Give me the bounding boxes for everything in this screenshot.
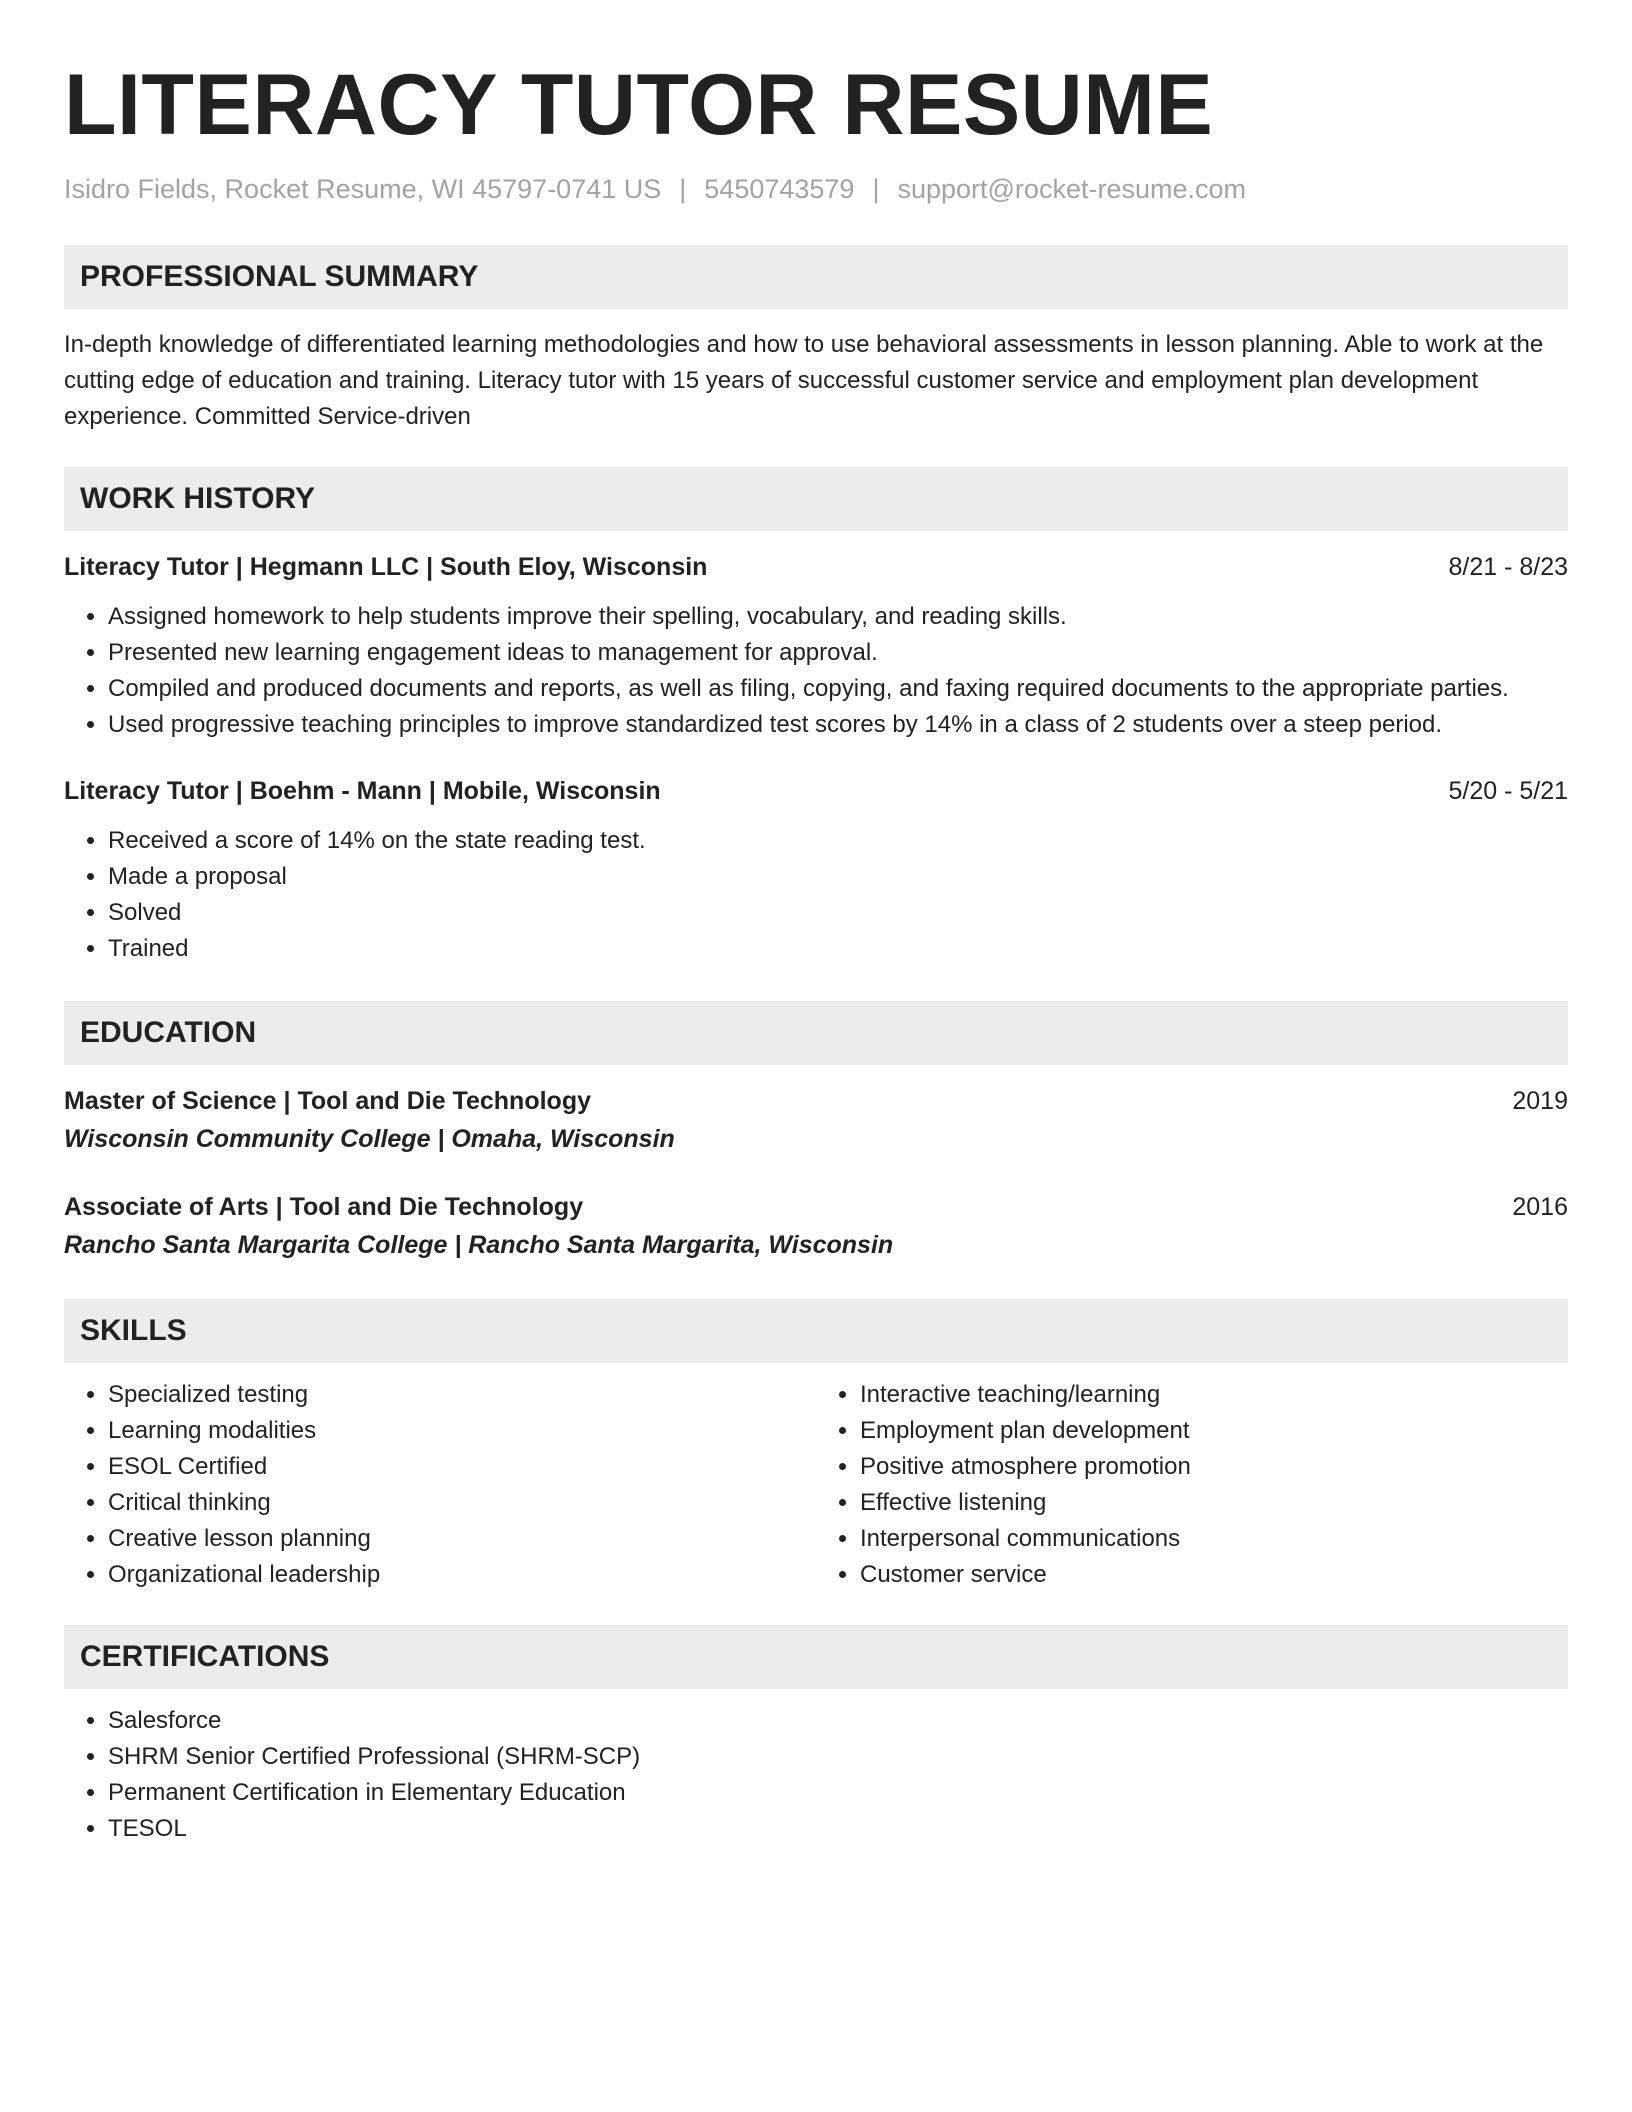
certification-item: • SHRM Senior Certified Professional (SHRM-SCP) xyxy=(108,1739,1568,1775)
section-heading-summary: PROFESSIONAL SUMMARY xyxy=(64,245,1568,309)
skill-item: • Positive atmosphere promotion xyxy=(860,1449,1568,1485)
job-bullet: • Made a proposal xyxy=(108,859,1568,895)
section-heading-certifications: CERTIFICATIONS xyxy=(64,1625,1568,1689)
job-header xyxy=(64,549,1568,585)
contact-separator: | xyxy=(872,174,880,204)
education-degree: Master of Science | Tool and Die Technology xyxy=(64,1087,591,1115)
education-header xyxy=(64,1083,1568,1119)
skills-list-left xyxy=(64,1377,816,1593)
job-entry xyxy=(64,549,1568,743)
contact-email: support@rocket-resume.com xyxy=(897,174,1246,204)
skill-item: • Learning modalities xyxy=(108,1413,816,1449)
contact-phone: 5450743579 xyxy=(704,174,855,204)
job-dates: 5/20 - 5/21 xyxy=(1448,777,1568,805)
contact-line xyxy=(64,174,1568,205)
job-bullet: • Assigned homework to help students improve their spelling, vocabulary, and reading skills. xyxy=(108,599,1568,635)
education-degree: Associate of Arts | Tool and Die Technology xyxy=(64,1193,584,1221)
summary-text: In-depth knowledge of differentiated learning methodologies and how to use behavioral assessments in lesson planning. Able to work at the cutting edge of education and training. Literacy tutor with 15 years of successful customer service and employment plan development experience. Committed Service-driven xyxy=(64,331,1544,430)
education-entry xyxy=(64,1083,1568,1159)
education-school: Wisconsin Community College | Omaha, Wisconsin xyxy=(64,1125,675,1153)
job-bullet: • Trained xyxy=(108,931,1568,967)
education-entry xyxy=(64,1189,1568,1265)
job-header xyxy=(64,773,1568,809)
job-bullets xyxy=(64,599,1568,743)
job-bullet: • Solved xyxy=(108,895,1568,931)
certifications-list xyxy=(64,1703,1568,1847)
skill-item: • Critical thinking xyxy=(108,1485,816,1521)
education-year: 2019 xyxy=(1512,1087,1568,1115)
job-title: Literacy Tutor | Boehm - Mann | Mobile, Wisconsin xyxy=(64,777,661,805)
skills-list-right xyxy=(816,1377,1568,1593)
job-bullets xyxy=(64,823,1568,967)
skill-item: • Customer service xyxy=(860,1557,1568,1593)
job-title: Literacy Tutor | Hegmann LLC | South Eloy, Wisconsin xyxy=(64,553,708,581)
section-heading-education: EDUCATION xyxy=(64,1001,1568,1065)
job-bullet: • Received a score of 14% on the state reading test. xyxy=(108,823,1568,859)
skill-item: • Effective listening xyxy=(860,1485,1568,1521)
skill-item: • Creative lesson planning xyxy=(108,1521,816,1557)
section-heading-skills: SKILLS xyxy=(64,1299,1568,1363)
education-year: 2016 xyxy=(1512,1193,1568,1221)
section-heading-work-history: WORK HISTORY xyxy=(64,467,1568,531)
job-dates: 8/21 - 8/23 xyxy=(1448,553,1568,581)
contact-separator: | xyxy=(679,174,687,204)
skill-item: • Interactive teaching/learning xyxy=(860,1377,1568,1413)
job-bullet: • Used progressive teaching principles to improve standardized test scores by 14% in a class of 2 students over a steep period. xyxy=(108,707,1568,743)
skill-item: • Specialized testing xyxy=(108,1377,816,1413)
certification-item: • Permanent Certification in Elementary Education xyxy=(108,1775,1568,1811)
skill-item: • Interpersonal communications xyxy=(860,1521,1568,1557)
resume-title: LITERACY TUTOR RESUME xyxy=(64,57,1214,153)
certification-item: • Salesforce xyxy=(108,1703,1568,1739)
job-bullet: • Compiled and produced documents and reports, as well as filing, copying, and faxing required documents to the appropriate parties. xyxy=(108,671,1568,707)
education-header xyxy=(64,1189,1568,1225)
skills-columns xyxy=(64,1377,1568,1593)
skill-item: • ESOL Certified xyxy=(108,1449,816,1485)
education-school: Rancho Santa Margarita College | Rancho Santa Margarita, Wisconsin xyxy=(64,1231,894,1259)
skill-item: • Organizational leadership xyxy=(108,1557,816,1593)
contact-address: Isidro Fields, Rocket Resume, WI 45797-0741 US xyxy=(64,174,662,204)
skill-item: • Employment plan development xyxy=(860,1413,1568,1449)
certification-item: • TESOL xyxy=(108,1811,1568,1847)
job-bullet: • Presented new learning engagement ideas to management for approval. xyxy=(108,635,1568,671)
job-entry xyxy=(64,773,1568,967)
